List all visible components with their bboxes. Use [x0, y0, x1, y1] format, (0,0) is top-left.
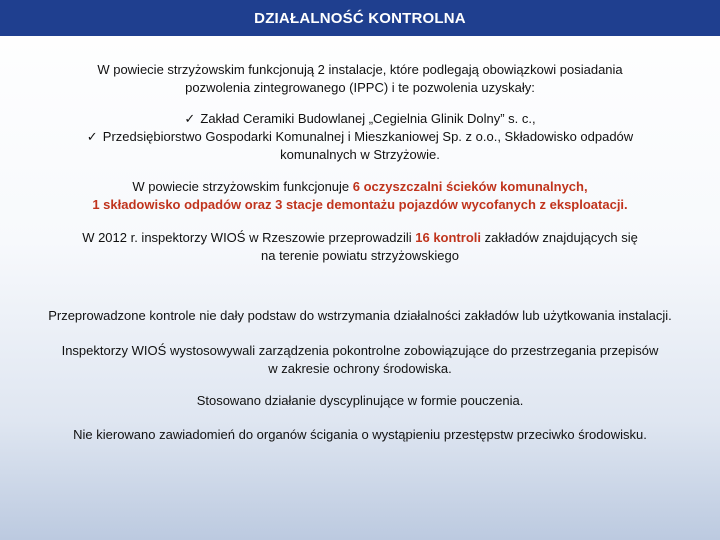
inspections-paragraph — [0, 229, 720, 265]
inspections-line-2: na terenie powiatu strzyżowskiego — [261, 248, 459, 263]
title-bar — [0, 0, 720, 36]
result-paragraph-4 — [0, 426, 720, 444]
facilities-prefix: W powiecie strzyżowskim funkcjonuje — [132, 179, 353, 194]
result-2-text-line-2: w zakresie ochrony środowiska. — [268, 361, 452, 376]
inspections-suffix: zakładów znajdujących się — [481, 230, 638, 245]
installation-2-text-line-2: komunalnych w Strzyżowie. — [280, 147, 440, 162]
installation-item-2 — [0, 128, 720, 164]
result-2-text: Inspektorzy WIOŚ wystosowywali zarządzenia pokontrolne zobowiązujące do przestrzegania przepisów — [61, 343, 659, 358]
result-paragraph-2 — [0, 342, 720, 378]
result-4-text: Nie kierowano zawiadomień do organów ścigania o wystąpieniu przestępstw przeciwko środowisku. — [73, 427, 647, 442]
intro-line-1: W powiecie strzyżowskim funkcjonują 2 instalacje, które podlegają obowiązkowi posiadania — [97, 62, 623, 77]
result-paragraph-1 — [0, 307, 720, 325]
checkmark-icon: ✓ — [184, 111, 196, 126]
inspections-count: 16 kontroli — [415, 230, 481, 245]
page-title: DZIAŁALNOŚĆ KONTROLNA — [254, 9, 466, 27]
result-paragraph-3 — [0, 392, 720, 410]
installation-2-text: Przedsiębiorstwo Gospodarki Komunalnej i Mieszkaniowej Sp. z o.o., Składowisko odpadów — [102, 129, 634, 144]
intro-paragraph — [0, 61, 720, 97]
facilities-highlight-2: 1 składowisko odpadów oraz 3 stacje demontażu pojazdów wycofanych z eksploatacji. — [92, 197, 628, 212]
installation-item-1 — [0, 110, 720, 128]
result-3-text: Stosowano działanie dyscyplinujące w formie pouczenia. — [196, 393, 524, 408]
facilities-paragraph — [0, 178, 720, 214]
facilities-highlight-1: 6 oczyszczalni ścieków komunalnych, — [352, 179, 588, 194]
result-1-text: Przeprowadzone kontrole nie dały podstaw do wstrzymania działalności zakładów lub użytkowania instalacji. — [48, 308, 672, 323]
installation-1-text: Zakład Ceramiki Budowlanej „Cegielnia Glinik Dolny” s. c., — [200, 111, 536, 126]
inspections-prefix: W 2012 r. inspektorzy WIOŚ w Rzeszowie przeprowadzili — [82, 230, 416, 245]
intro-line-2: pozwolenia zintegrowanego (IPPC) i te pozwolenia uzyskały: — [185, 80, 535, 95]
checkmark-icon: ✓ — [86, 129, 98, 144]
